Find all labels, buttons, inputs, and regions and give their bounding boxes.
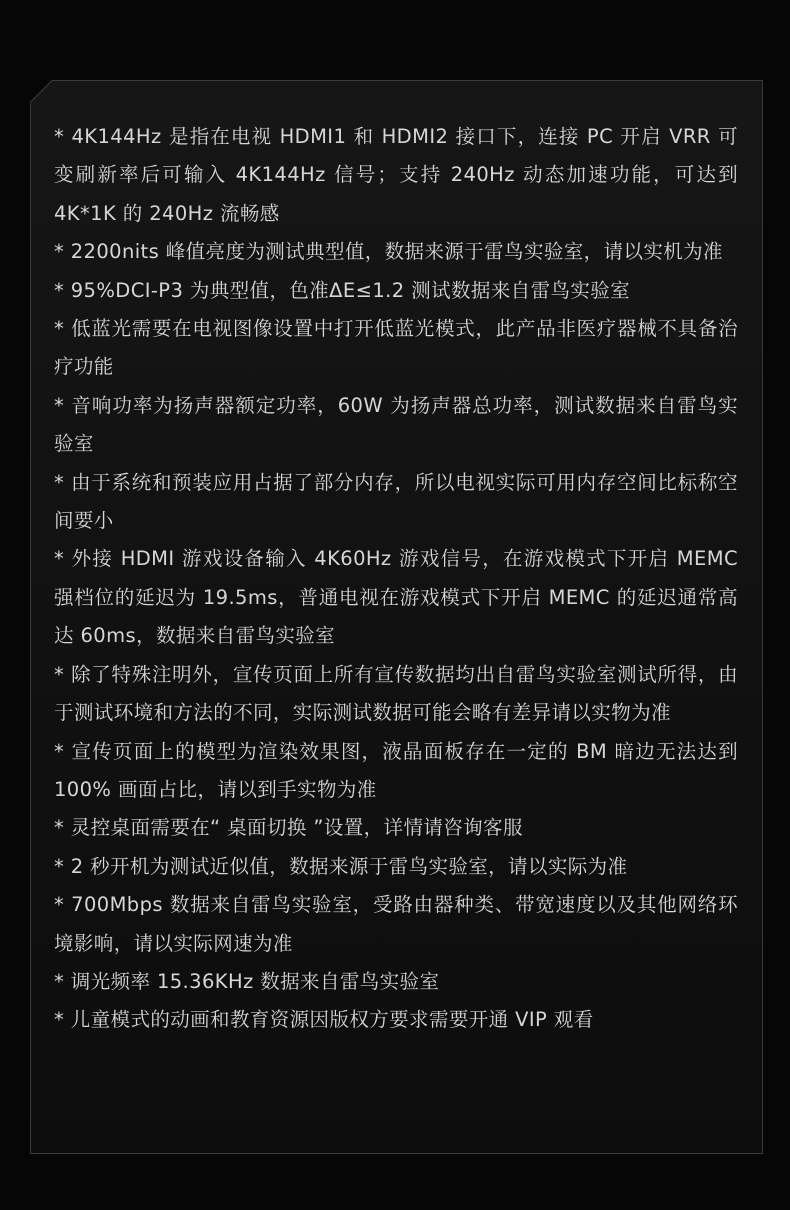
disclaimer-notes [54, 118, 738, 1040]
note-dimming-frequency: * 调光频率 15.36KHz 数据来自雷鸟实验室 [54, 969, 440, 993]
note-memc-latency: * 外接 HDMI 游戏设备输入 4K60Hz 游戏信号，在游戏模式下开启 MEMC 强档位的延迟为 19.5ms，普通电视在游戏模式下开启 MEMC 的延迟通常高达 60ms，数据来自雷鸟实验室 [54, 547, 738, 648]
note-peak-brightness: * 2200nits 峰值亮度为测试典型值，数据来源于雷鸟实验室，请以实机为准 [54, 240, 723, 264]
note-color-gamut: * 95%DCI-P3 为典型值，色准ΔE≤1.2 测试数据来自雷鸟实验室 [54, 278, 631, 302]
note-boot-time: * 2 秒开机为测试近似值，数据来源于雷鸟实验室，请以实际为准 [54, 854, 628, 878]
note-render-model: * 宣传页面上的模型为渲染效果图，液晶面板存在一定的 BM 暗边无法达到 100% 画面占比，请以到手实物为准 [54, 739, 738, 801]
panel-corner-bevel [30, 80, 62, 112]
note-low-blue-light: * 低蓝光需要在电视图像设置中打开低蓝光模式，此产品非医疗器械不具备治疗功能 [54, 317, 738, 379]
note-desktop-switch: * 灵控桌面需要在“ 桌面切换 ”设置，详情请咨询客服 [54, 816, 523, 840]
note-test-data: * 除了特殊注明外，宣传页面上所有宣传数据均出自雷鸟实验室测试所得，由于测试环境和方法的不同，实际测试数据可能会略有差异请以实物为准 [54, 662, 738, 725]
note-network-speed: * 700Mbps 数据来自雷鸟实验室，受路由器种类、带宽速度以及其他网络环境影响，请以实际网速为准 [54, 893, 738, 955]
note-kids-mode: * 儿童模式的动画和教育资源因版权方要求需要开通 VIP 观看 [54, 1008, 594, 1032]
note-4k144hz: * 4K144Hz 是指在电视 HDMI1 和 HDMI2 接口下，连接 PC 开启 VRR 可变刷新率后可输入 4K144Hz 信号；支持 240Hz 动态加速功能，可达到 4K*1K 的 240Hz 流畅感 [54, 125, 738, 225]
note-memory: * 由于系统和预装应用占据了部分内存，所以电视实际可用内存空间比标称空间要小 [54, 470, 738, 533]
note-audio-power: * 音响功率为扬声器额定功率，60W 为扬声器总功率，测试数据来自雷鸟实验室 [54, 393, 738, 456]
